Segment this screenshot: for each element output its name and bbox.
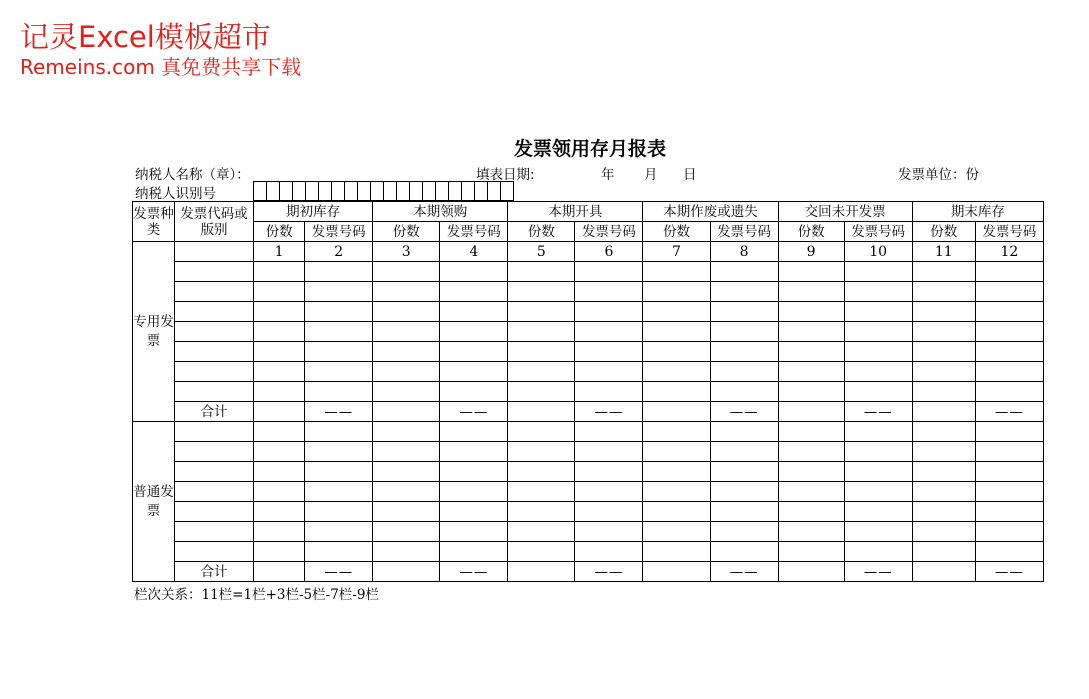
data-cell[interactable]	[440, 542, 508, 562]
id-digit-box[interactable]	[280, 181, 293, 201]
data-cell[interactable]	[373, 542, 440, 562]
data-cell[interactable]	[254, 482, 305, 502]
data-cell[interactable]	[975, 522, 1043, 542]
data-cell[interactable]	[778, 482, 844, 502]
data-cell[interactable]	[373, 482, 440, 502]
data-cell[interactable]	[710, 282, 778, 302]
id-digit-box[interactable]	[358, 181, 371, 201]
data-cell[interactable]	[912, 442, 975, 462]
data-cell[interactable]	[643, 442, 710, 462]
dash-cell: ——	[575, 562, 643, 582]
subtotal-cell[interactable]	[912, 562, 975, 582]
dash-cell: ——	[305, 402, 373, 422]
subheader-number: 发票号码	[844, 222, 912, 242]
subtotal-cell[interactable]	[508, 402, 575, 422]
data-cell[interactable]	[508, 302, 575, 322]
data-cell[interactable]	[643, 382, 710, 402]
data-cell[interactable]	[975, 362, 1043, 382]
data-cell[interactable]	[975, 342, 1043, 362]
brand-subtitle: Remeins.com 真免费共享下载	[20, 55, 302, 79]
data-cell[interactable]	[643, 542, 710, 562]
data-cell[interactable]	[975, 302, 1043, 322]
data-cell[interactable]	[710, 302, 778, 322]
data-cell[interactable]	[912, 462, 975, 482]
data-cell[interactable]	[440, 522, 508, 542]
data-cell[interactable]	[778, 382, 844, 402]
invoice-code-cell[interactable]	[175, 422, 254, 442]
data-cell[interactable]	[844, 342, 912, 362]
data-cell[interactable]	[440, 362, 508, 382]
column-number: 1	[254, 242, 305, 262]
id-digit-box[interactable]	[345, 181, 358, 201]
data-cell[interactable]	[778, 302, 844, 322]
data-cell[interactable]	[305, 362, 373, 382]
data-cell[interactable]	[643, 362, 710, 382]
id-digit-box[interactable]	[319, 181, 332, 201]
subheader-count: 份数	[508, 222, 575, 242]
id-digit-box[interactable]	[488, 181, 501, 201]
data-cell[interactable]	[373, 342, 440, 362]
subheader-number: 发票号码	[710, 222, 778, 242]
data-cell[interactable]	[373, 262, 440, 282]
data-cell[interactable]	[440, 322, 508, 342]
data-cell[interactable]	[975, 322, 1043, 342]
subtotal-cell[interactable]	[508, 562, 575, 582]
subtotal-cell[interactable]	[373, 562, 440, 582]
data-cell[interactable]	[643, 322, 710, 342]
data-cell[interactable]	[778, 322, 844, 342]
data-cell[interactable]	[305, 382, 373, 402]
column-number: 6	[575, 242, 643, 262]
data-cell[interactable]	[844, 442, 912, 462]
data-cell[interactable]	[643, 342, 710, 362]
subtotal-cell[interactable]	[643, 402, 710, 422]
year-label: 年	[601, 167, 615, 183]
data-cell[interactable]	[912, 382, 975, 402]
data-cell[interactable]	[254, 522, 305, 542]
data-cell[interactable]	[975, 462, 1043, 482]
data-cell[interactable]	[710, 362, 778, 382]
subtotal-cell[interactable]	[373, 402, 440, 422]
data-cell[interactable]	[844, 282, 912, 302]
fill-date-label: 填表日期:	[476, 167, 535, 183]
invoice-report-table	[132, 201, 1044, 582]
data-cell[interactable]	[575, 282, 643, 302]
data-cell[interactable]	[254, 382, 305, 402]
data-cell[interactable]	[575, 462, 643, 482]
data-cell[interactable]	[643, 522, 710, 542]
data-cell[interactable]	[575, 542, 643, 562]
header-group: 期末库存	[912, 202, 1043, 222]
data-cell[interactable]	[440, 262, 508, 282]
data-cell[interactable]	[975, 282, 1043, 302]
invoice-code-cell[interactable]	[175, 542, 254, 562]
data-cell[interactable]	[975, 262, 1043, 282]
data-cell[interactable]	[305, 482, 373, 502]
data-cell[interactable]	[440, 302, 508, 322]
id-digit-box[interactable]	[306, 181, 319, 201]
dash-cell: ——	[575, 402, 643, 422]
column-number: 2	[305, 242, 373, 262]
data-cell[interactable]	[844, 322, 912, 342]
subtotal-cell[interactable]	[254, 402, 305, 422]
data-cell[interactable]	[844, 362, 912, 382]
data-cell[interactable]	[778, 362, 844, 382]
data-cell[interactable]	[575, 342, 643, 362]
data-cell[interactable]	[912, 422, 975, 442]
data-cell[interactable]	[440, 442, 508, 462]
data-cell[interactable]	[575, 522, 643, 542]
data-cell[interactable]	[575, 442, 643, 462]
footer-note	[134, 583, 379, 603]
data-cell[interactable]	[912, 542, 975, 562]
data-cell[interactable]	[305, 302, 373, 322]
data-cell[interactable]	[844, 542, 912, 562]
data-cell[interactable]	[373, 462, 440, 482]
column-number: 5	[508, 242, 575, 262]
data-cell[interactable]	[710, 322, 778, 342]
data-cell[interactable]	[643, 482, 710, 502]
data-cell[interactable]	[778, 522, 844, 542]
id-digit-box[interactable]	[410, 181, 423, 201]
data-cell[interactable]	[508, 322, 575, 342]
data-cell[interactable]	[643, 282, 710, 302]
dash-cell: ——	[975, 402, 1043, 422]
data-cell[interactable]	[710, 382, 778, 402]
header-group: 期初库存	[254, 202, 373, 222]
subheader-number: 发票号码	[440, 222, 508, 242]
data-cell[interactable]	[575, 502, 643, 522]
id-digit-box[interactable]	[384, 181, 397, 201]
data-cell[interactable]	[254, 442, 305, 462]
data-cell[interactable]	[643, 502, 710, 522]
footer-formula: 11栏=1栏+3栏-5栏-7栏-9栏	[201, 587, 379, 603]
data-cell[interactable]	[575, 362, 643, 382]
data-cell[interactable]	[912, 282, 975, 302]
data-cell[interactable]	[373, 302, 440, 322]
column-number: 11	[912, 242, 975, 262]
taxpayer-id-label: 纳税人识别号	[135, 186, 216, 202]
data-cell[interactable]	[305, 522, 373, 542]
data-cell[interactable]	[912, 362, 975, 382]
data-cell[interactable]	[254, 262, 305, 282]
data-cell[interactable]	[305, 502, 373, 522]
data-cell[interactable]	[710, 482, 778, 502]
data-cell[interactable]	[254, 462, 305, 482]
data-cell[interactable]	[508, 502, 575, 522]
data-cell[interactable]	[440, 482, 508, 502]
data-cell[interactable]	[778, 442, 844, 462]
data-cell[interactable]	[575, 322, 643, 342]
data-cell[interactable]	[778, 462, 844, 482]
dash-cell: ——	[305, 562, 373, 582]
dash-cell: ——	[710, 562, 778, 582]
id-digit-box[interactable]	[293, 181, 306, 201]
header-group: 本期作废或遗失	[643, 202, 778, 222]
data-cell[interactable]	[575, 422, 643, 442]
section-label-ordinary: 普通发票	[133, 422, 175, 582]
data-cell[interactable]	[305, 542, 373, 562]
data-cell[interactable]	[508, 422, 575, 442]
data-cell[interactable]	[844, 382, 912, 402]
invoice-code-cell[interactable]	[175, 482, 254, 502]
column-number: 10	[844, 242, 912, 262]
taxpayer-id-boxes[interactable]	[253, 181, 514, 201]
data-cell[interactable]	[254, 542, 305, 562]
data-cell[interactable]	[710, 502, 778, 522]
data-cell[interactable]	[710, 542, 778, 562]
dash-cell: ——	[440, 402, 508, 422]
data-cell[interactable]	[373, 502, 440, 522]
invoice-code-cell[interactable]	[175, 302, 254, 322]
subtotal-cell[interactable]	[778, 562, 844, 582]
taxpayer-name-label: 纳税人名称（章）：	[135, 167, 250, 183]
data-cell[interactable]	[778, 502, 844, 522]
data-cell[interactable]	[508, 362, 575, 382]
dash-cell: ——	[844, 402, 912, 422]
data-cell[interactable]	[305, 442, 373, 462]
data-cell[interactable]	[975, 422, 1043, 442]
data-cell[interactable]	[710, 462, 778, 482]
data-cell[interactable]	[373, 282, 440, 302]
data-cell[interactable]	[305, 262, 373, 282]
unit-label: 发票单位：份	[898, 167, 979, 183]
id-digit-box[interactable]	[475, 181, 488, 201]
data-cell[interactable]	[254, 322, 305, 342]
column-number: 8	[710, 242, 778, 262]
subheader-count: 份数	[778, 222, 844, 242]
data-cell[interactable]	[643, 422, 710, 442]
data-cell[interactable]	[508, 542, 575, 562]
data-cell[interactable]	[778, 422, 844, 442]
data-cell[interactable]	[975, 502, 1043, 522]
id-digit-box[interactable]	[397, 181, 410, 201]
data-cell[interactable]	[508, 262, 575, 282]
data-cell[interactable]	[844, 462, 912, 482]
subheader-count: 份数	[254, 222, 305, 242]
header-invoice-code: 发票代码或版别	[175, 202, 254, 242]
data-cell[interactable]	[575, 482, 643, 502]
data-cell[interactable]	[305, 342, 373, 362]
invoice-code-cell[interactable]	[175, 262, 254, 282]
column-number: 3	[373, 242, 440, 262]
subheader-number: 发票号码	[575, 222, 643, 242]
footer-prefix: 栏次关系：	[134, 587, 202, 603]
subtotal-cell[interactable]	[912, 402, 975, 422]
data-cell[interactable]	[508, 382, 575, 402]
data-cell[interactable]	[575, 302, 643, 322]
data-cell[interactable]	[254, 282, 305, 302]
data-cell[interactable]	[643, 262, 710, 282]
dash-cell: ——	[975, 562, 1043, 582]
id-digit-box[interactable]	[449, 181, 462, 201]
data-cell[interactable]	[912, 322, 975, 342]
data-cell[interactable]	[975, 482, 1043, 502]
data-cell[interactable]	[975, 542, 1043, 562]
invoice-code-cell[interactable]	[175, 382, 254, 402]
column-number: 4	[440, 242, 508, 262]
subheader-number: 发票号码	[975, 222, 1043, 242]
subheader-count: 份数	[643, 222, 710, 242]
data-cell[interactable]	[575, 382, 643, 402]
data-cell[interactable]	[508, 462, 575, 482]
data-cell[interactable]	[844, 502, 912, 522]
subtotal-cell[interactable]	[778, 402, 844, 422]
brand-title: 记灵Excel模板超市	[20, 20, 271, 54]
data-cell[interactable]	[844, 262, 912, 282]
data-cell[interactable]	[508, 482, 575, 502]
id-digit-box[interactable]	[462, 181, 475, 201]
data-cell[interactable]	[305, 422, 373, 442]
data-cell[interactable]	[373, 382, 440, 402]
invoice-code-cell[interactable]	[175, 462, 254, 482]
subheader-count: 份数	[373, 222, 440, 242]
data-cell[interactable]	[778, 342, 844, 362]
data-cell[interactable]	[373, 322, 440, 342]
dash-cell: ——	[440, 562, 508, 582]
data-cell[interactable]	[844, 422, 912, 442]
data-cell[interactable]	[254, 502, 305, 522]
data-cell[interactable]	[440, 462, 508, 482]
data-cell[interactable]	[912, 522, 975, 542]
data-cell[interactable]	[373, 362, 440, 382]
subheader-number: 发票号码	[305, 222, 373, 242]
data-cell[interactable]	[254, 422, 305, 442]
data-cell[interactable]	[305, 462, 373, 482]
header-group: 交回未开发票	[778, 202, 912, 222]
header-group: 本期领购	[373, 202, 508, 222]
data-cell[interactable]	[844, 302, 912, 322]
data-cell[interactable]	[643, 302, 710, 322]
invoice-code-cell[interactable]	[175, 282, 254, 302]
data-cell[interactable]	[254, 362, 305, 382]
data-cell[interactable]	[643, 462, 710, 482]
id-digit-box[interactable]	[371, 181, 384, 201]
id-digit-box[interactable]	[423, 181, 436, 201]
data-cell[interactable]	[440, 422, 508, 442]
data-cell[interactable]	[575, 262, 643, 282]
data-cell[interactable]	[440, 342, 508, 362]
data-cell[interactable]	[440, 502, 508, 522]
data-cell[interactable]	[440, 382, 508, 402]
header-group: 本期开具	[508, 202, 643, 222]
header-invoice-type: 发票种类	[133, 202, 175, 242]
subheader-count: 份数	[912, 222, 975, 242]
data-cell[interactable]	[912, 482, 975, 502]
data-cell[interactable]	[508, 282, 575, 302]
data-cell[interactable]	[975, 442, 1043, 462]
id-digit-box[interactable]	[253, 181, 267, 201]
column-number: 12	[975, 242, 1043, 262]
section-label-special: 专用发票	[133, 242, 175, 422]
id-digit-box[interactable]	[436, 181, 449, 201]
data-cell[interactable]	[440, 282, 508, 302]
day-label: 日	[683, 167, 697, 183]
invoice-code-cell[interactable]	[175, 242, 254, 262]
data-cell[interactable]	[844, 482, 912, 502]
data-cell[interactable]	[373, 522, 440, 542]
id-digit-box[interactable]	[332, 181, 345, 201]
invoice-code-cell[interactable]	[175, 442, 254, 462]
data-cell[interactable]	[305, 282, 373, 302]
data-cell[interactable]	[710, 442, 778, 462]
data-cell[interactable]	[373, 442, 440, 462]
data-cell[interactable]	[508, 342, 575, 362]
data-cell[interactable]	[710, 522, 778, 542]
data-cell[interactable]	[975, 382, 1043, 402]
month-label: 月	[644, 167, 658, 183]
dash-cell: ——	[710, 402, 778, 422]
data-cell[interactable]	[710, 262, 778, 282]
subtotal-label: 合计	[175, 562, 254, 582]
data-cell[interactable]	[305, 322, 373, 342]
dash-cell: ——	[844, 562, 912, 582]
id-digit-box[interactable]	[267, 181, 280, 201]
data-cell[interactable]	[710, 422, 778, 442]
data-cell[interactable]	[778, 282, 844, 302]
column-number: 9	[778, 242, 844, 262]
id-digit-box[interactable]	[501, 181, 514, 201]
invoice-code-cell[interactable]	[175, 362, 254, 382]
form-title: 发票领用存月报表	[513, 138, 666, 160]
subtotal-label: 合计	[175, 402, 254, 422]
data-cell[interactable]	[254, 302, 305, 322]
data-cell[interactable]	[254, 342, 305, 362]
data-cell[interactable]	[778, 542, 844, 562]
data-cell[interactable]	[778, 262, 844, 282]
subtotal-cell[interactable]	[643, 562, 710, 582]
invoice-code-cell[interactable]	[175, 522, 254, 542]
invoice-code-cell[interactable]	[175, 322, 254, 342]
data-cell[interactable]	[912, 262, 975, 282]
invoice-code-cell[interactable]	[175, 342, 254, 362]
invoice-code-cell[interactable]	[175, 502, 254, 522]
data-cell[interactable]	[508, 442, 575, 462]
subtotal-cell[interactable]	[254, 562, 305, 582]
data-cell[interactable]	[373, 422, 440, 442]
data-cell[interactable]	[912, 302, 975, 322]
data-cell[interactable]	[508, 522, 575, 542]
data-cell[interactable]	[844, 522, 912, 542]
data-cell[interactable]	[912, 502, 975, 522]
column-number: 7	[643, 242, 710, 262]
data-cell[interactable]	[710, 342, 778, 362]
data-cell[interactable]	[912, 342, 975, 362]
